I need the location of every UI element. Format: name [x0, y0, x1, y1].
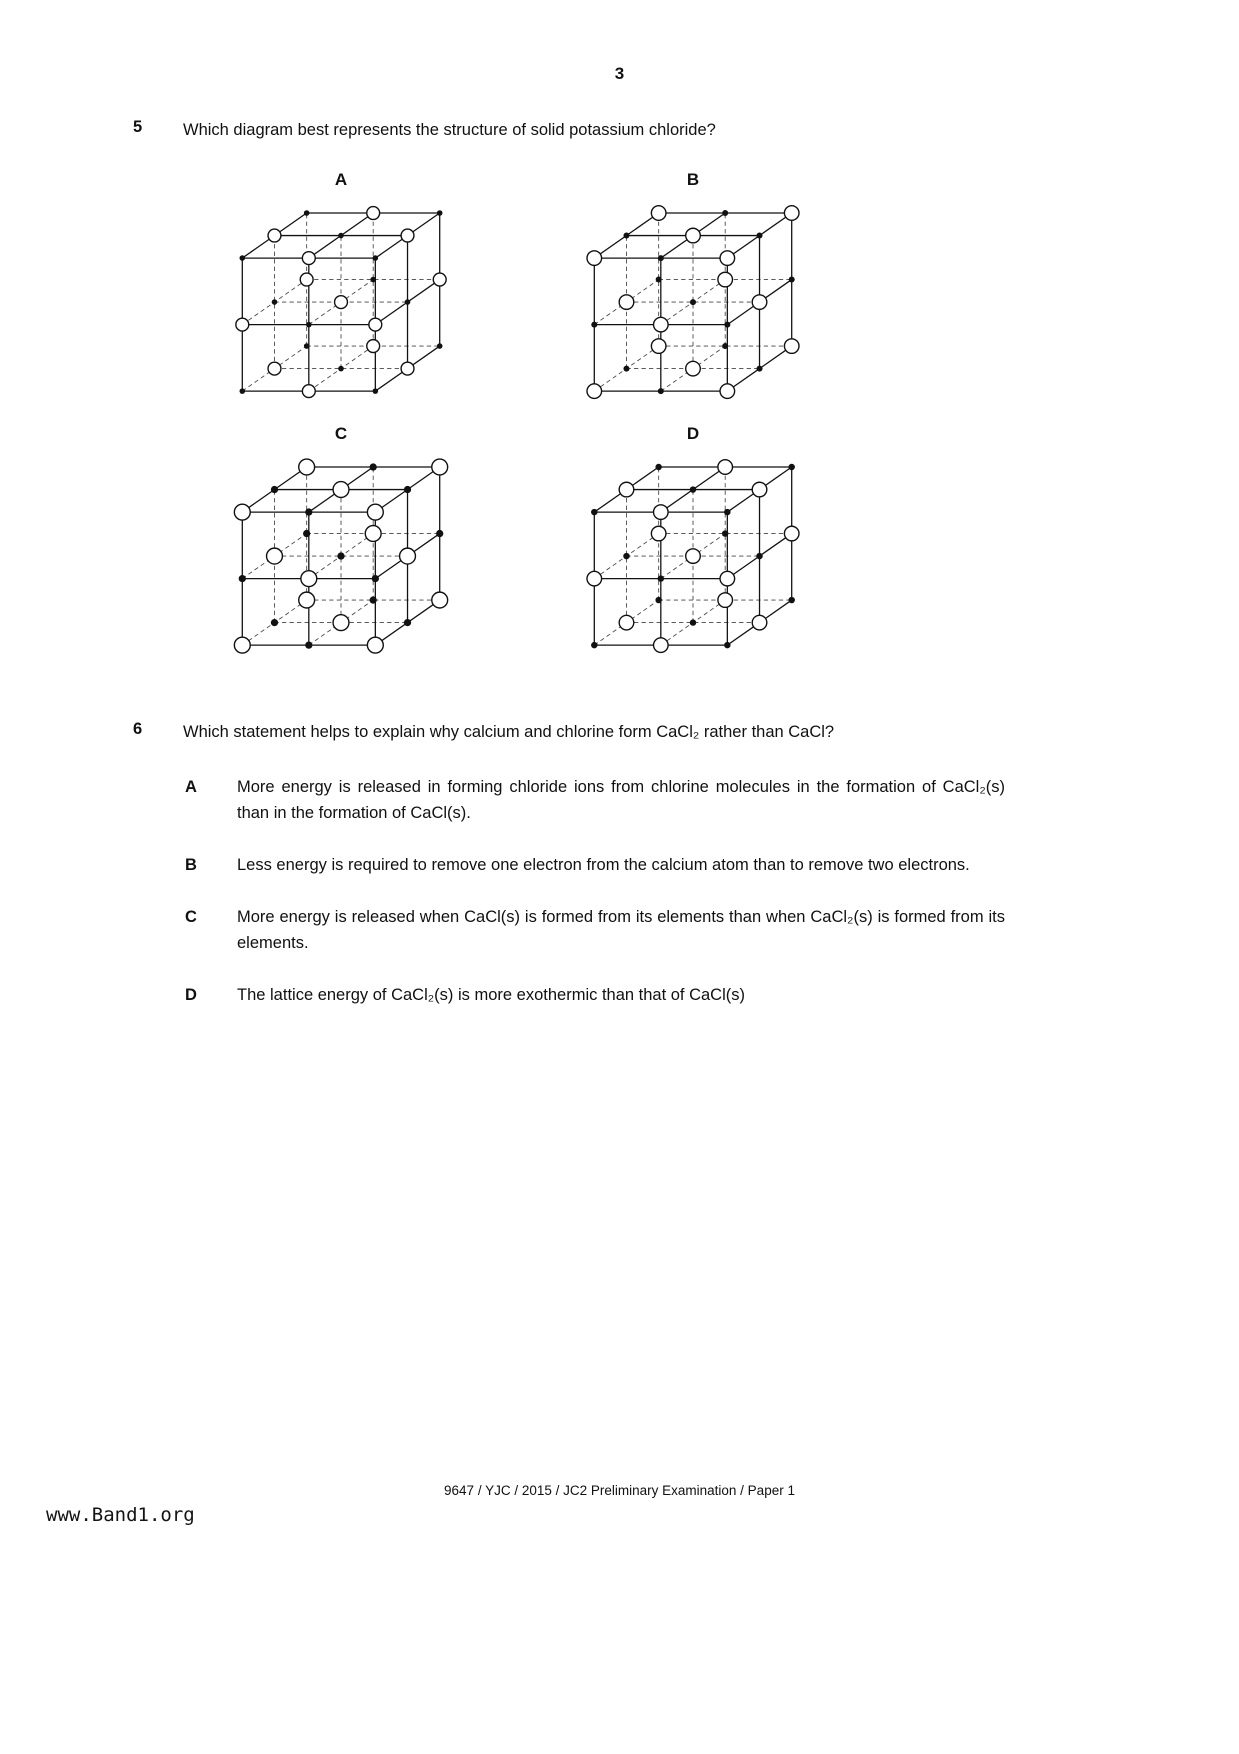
page-number: 3: [614, 64, 625, 83]
diagram-option-c: [226, 424, 456, 658]
question-5-number: 5: [133, 118, 143, 136]
option-b-text: Less energy is required to remove one electron from the calcium atom than to remove two electrons.: [237, 856, 970, 874]
lattice-diagram-c: [227, 452, 455, 658]
question-5-text: Which diagram best represents the structure of solid potassium chloride?: [183, 121, 716, 139]
option-a-text: More energy is released in forming chloride ions from chlorine molecules in the formation of CaCl₂(s) than in the formation of CaCl(s).: [237, 778, 1005, 822]
option-a: [185, 774, 1005, 826]
diagram-option-a: [226, 170, 456, 404]
exam-footer: 9647 / YJC / 2015 / JC2 Preliminary Examination / Paper 1: [444, 1483, 795, 1498]
diagram-option-d: [578, 424, 808, 658]
option-d-letter: D: [185, 986, 197, 1004]
question-6-number: 6: [133, 720, 143, 738]
question-6-options: [185, 774, 1005, 1008]
question-6: [133, 720, 1033, 744]
diagram-label-b: B: [686, 170, 700, 189]
option-b-letter: B: [185, 856, 197, 874]
diagram-label-a: A: [334, 170, 348, 189]
lattice-diagram-b: [579, 198, 807, 404]
lattice-diagram-d: [579, 452, 807, 658]
diagram-label-d: D: [686, 424, 700, 443]
option-c-letter: C: [185, 908, 197, 926]
question-6-text: Which statement helps to explain why calcium and chlorine form CaCl₂ rather than CaCl?: [183, 723, 835, 741]
option-c-text: More energy is released when CaCl(s) is formed from its elements than when CaCl₂(s) is formed from its elements.: [237, 908, 1005, 952]
question-5: [133, 118, 1033, 142]
lattice-diagram-a: [227, 198, 455, 404]
diagram-label-c: C: [334, 424, 348, 443]
option-d-text: The lattice energy of CaCl₂(s) is more exothermic than that of CaCl(s): [237, 986, 746, 1004]
option-d: [185, 982, 1005, 1008]
question-5-diagram-grid: [226, 170, 808, 658]
diagram-option-b: [578, 170, 808, 404]
option-b: [185, 852, 1005, 878]
option-c: [185, 904, 1005, 956]
watermark-url: www.Band1.org: [46, 1504, 195, 1526]
option-a-letter: A: [185, 778, 197, 796]
